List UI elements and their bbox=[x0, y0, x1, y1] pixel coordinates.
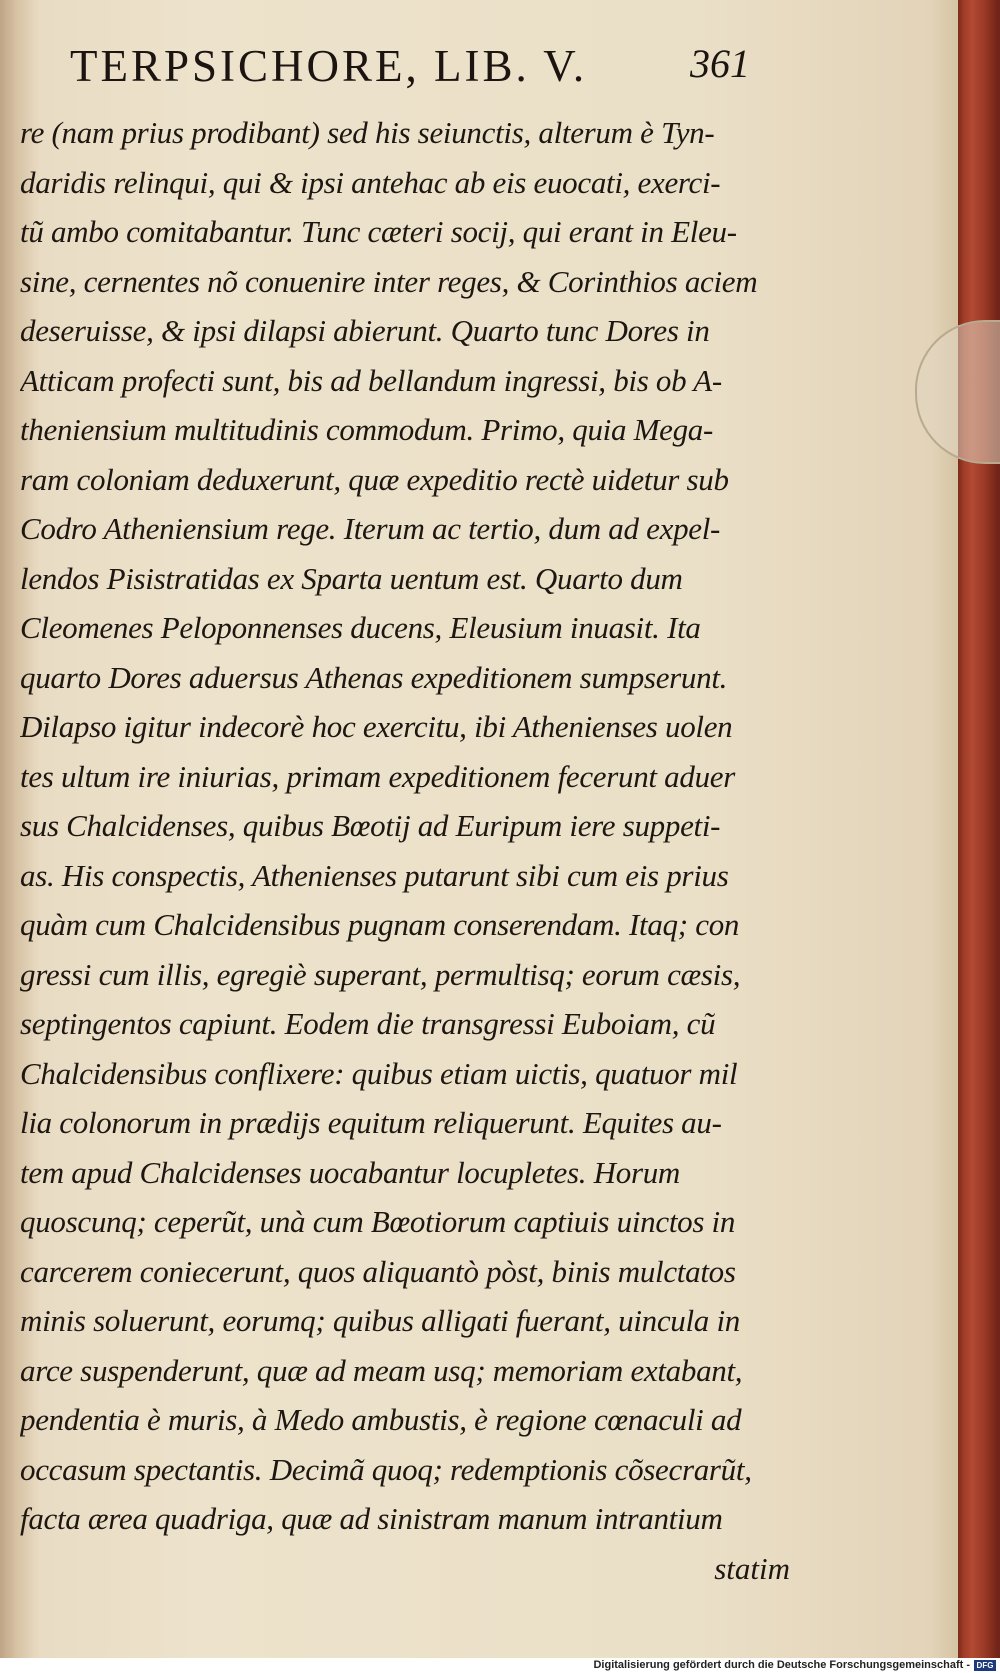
text-line: arce suspenderunt, quæ ad meam usq; memoriam extabant, bbox=[20, 1352, 743, 1388]
text-line: as. His conspectis, Athenienses putarunt sibi cum eis prius bbox=[20, 857, 729, 893]
page-number: 361 bbox=[690, 41, 750, 86]
text-line: daridis relinqui, qui & ipsi antehac ab eis euocati, exerci- bbox=[20, 164, 721, 200]
page-header bbox=[70, 40, 770, 100]
text-line: septingentos capiunt. Eodem die transgressi Euboiam, cũ bbox=[20, 1006, 716, 1041]
text-line: minis soluerunt, eorumq; quibus alligati fuerant, uincula in bbox=[20, 1303, 740, 1338]
text-line: lia colonorum in prædijs equitum reliquerunt. Equites au- bbox=[20, 1105, 722, 1140]
text-line: quarto Dores aduersus Athenas expeditionem sumpserunt. bbox=[20, 659, 728, 695]
text-line: re (nam prius prodibant) sed his seiunctis, alterum è Tyn- bbox=[20, 115, 715, 150]
running-head: TERPSICHORE, LIB. V. bbox=[70, 41, 588, 91]
text-line: occasum spectantis. Decimã quoq; redemptionis cõsecrarũt, bbox=[20, 1451, 752, 1487]
text-line: sine, cernentes nõ conuenire inter reges, & Corinthios aciem bbox=[20, 263, 758, 299]
text-line: lendos Pisistratidas ex Sparta uentum est. Quarto dum bbox=[20, 560, 683, 596]
text-line: theniensium multitudinis commodum. Primo, quia Mega- bbox=[20, 412, 714, 447]
footer bbox=[0, 1658, 1000, 1673]
text-line: tem apud Chalcidenses uocabantur locupletes. Horum bbox=[20, 1154, 681, 1190]
text-line: deseruisse, & ipsi dilapsi abierunt. Quarto tunc Dores in bbox=[20, 313, 710, 348]
text-line: gressi cum illis, egregiè superant, permultisq; eorum cæsis, bbox=[20, 956, 741, 992]
text-line: Chalcidensibus conflixere: quibus etiam uictis, quatuor mil bbox=[20, 1055, 738, 1091]
text-line: quàm cum Chalcidensibus pugnam conserendam. Itaq; con bbox=[20, 907, 740, 942]
text-line: Atticam profecti sunt, bis ad bellandum ingressi, bis ob A- bbox=[20, 362, 722, 398]
text-line: tũ ambo comitabantur. Tunc cæteri socij, qui erant in Eleu- bbox=[20, 214, 737, 249]
text-line: Cleomenes Peloponnenses ducens, Eleusium inuasit. Ita bbox=[20, 610, 701, 645]
text-line: quoscunq; ceperũt, unà cum Bœotiorum captiuis uinctos in bbox=[20, 1204, 736, 1239]
text-line: Dilapso igitur indecorè hoc exercitu, ibi Athenienses uolen bbox=[20, 709, 733, 744]
text-line: tes ultum ire iniurias, primam expeditionem fecerunt aduer bbox=[20, 758, 736, 794]
text-line: sus Chalcidenses, quibus Bœotij ad Euripum iere suppeti- bbox=[20, 808, 721, 843]
page-edge bbox=[958, 0, 1000, 1660]
text-block bbox=[20, 108, 790, 1593]
dfg-logo-icon: DFG bbox=[974, 1660, 996, 1671]
text-line: ram coloniam deduxerunt, quæ expeditio rectè uidetur sub bbox=[20, 461, 729, 497]
catchword: statim bbox=[714, 1550, 790, 1586]
text-line: facta ærea quadriga, quæ ad sinistram manum intrantium bbox=[20, 1501, 723, 1536]
text-line: carcerem coniecerunt, quos aliquantò pòst, binis mulctatos bbox=[20, 1253, 736, 1289]
text-line: pendentia è muris, à Medo ambustis, è regione cœnaculi ad bbox=[20, 1402, 742, 1437]
text-line: Codro Atheniensium rege. Iterum ac tertio, dum ad expel- bbox=[20, 511, 721, 546]
digitization-note: Digitalisierung gefördert durch die Deutsche Forschungsgemeinschaft - bbox=[593, 1659, 970, 1671]
